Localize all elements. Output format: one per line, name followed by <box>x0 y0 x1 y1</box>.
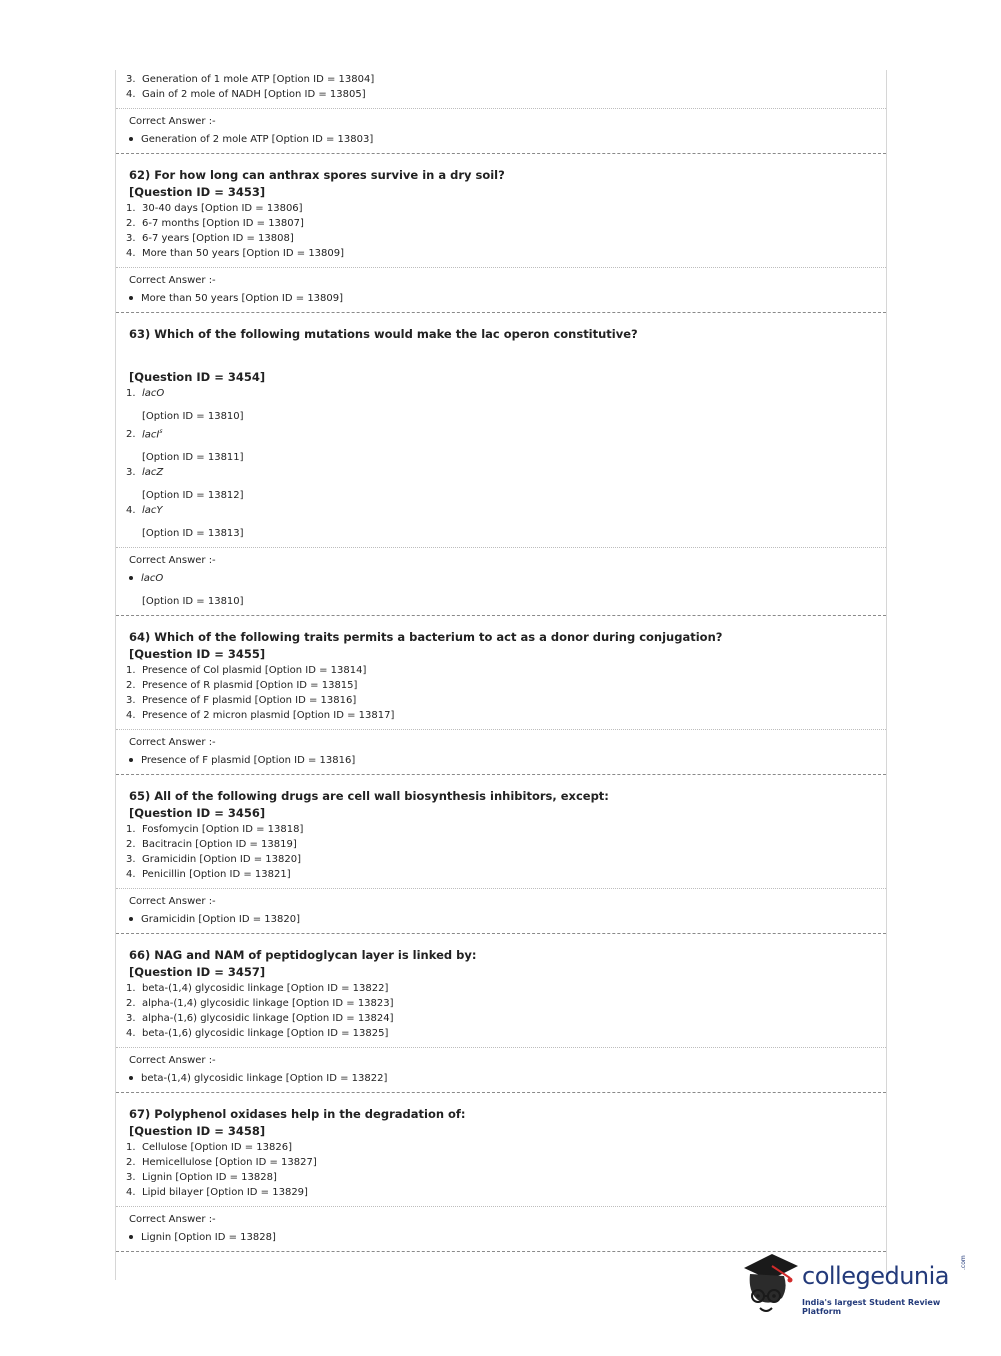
correct-answer: Presence of F plasmid [Option ID = 13816] <box>116 753 886 768</box>
logo-wordmark: collegedunia <box>802 1262 950 1290</box>
correct-answer: More than 50 years [Option ID = 13809] <box>116 291 886 306</box>
logo-tagline: India's largest Student Review Platform <box>802 1298 941 1316</box>
option-item: 1. Cellulose [Option ID = 13826] <box>126 1142 293 1154</box>
question-67 <box>116 1093 886 1252</box>
question-id: [Question ID = 3455] <box>129 647 266 662</box>
question-id: [Question ID = 3454] <box>129 370 266 384</box>
question-title: 63) Which of the following mutations would make the lac operon constitutive? <box>129 327 638 341</box>
option-item: 3. lacZ <box>126 467 164 479</box>
option-item: 4. Gain of 2 mole of NADH [Option ID = 13805] <box>126 89 366 100</box>
option-item: 3. Generation of 1 mole ATP [Option ID = 13804] <box>126 74 375 85</box>
question-64 <box>116 616 886 775</box>
question-id: [Question ID = 3458] <box>129 1124 266 1139</box>
option-item: 3. Presence of F plasmid [Option ID = 13816] <box>126 695 357 707</box>
option-item: 2. Hemicellulose [Option ID = 13827] <box>126 1157 317 1169</box>
question-id: [Question ID = 3453] <box>129 185 266 199</box>
logo-domain: .com <box>960 1255 967 1270</box>
option-item: 4. beta-(1,6) glycosidic linkage [Option ID = 13825] <box>126 1028 389 1040</box>
bullet-icon <box>129 137 133 141</box>
option-item: 1. Presence of Col plasmid [Option ID = 13814] <box>126 665 367 677</box>
correct-answer: lacO <box>116 571 886 586</box>
question-65 <box>116 775 886 934</box>
option-item: 1. lacO <box>126 388 165 399</box>
option-item: 2. Presence of R plasmid [Option ID = 13815] <box>126 680 358 692</box>
option-item: 4. Lipid bilayer [Option ID = 13829] <box>126 1187 308 1199</box>
correct-answer: beta-(1,4) glycosidic linkage [Option ID = 13822] <box>116 1071 886 1086</box>
option-item: 3. 6-7 years [Option ID = 13808] <box>126 233 294 244</box>
correct-answer-label: Correct Answer :- <box>129 275 216 286</box>
option-item: 3. Lignin [Option ID = 13828] <box>126 1172 277 1184</box>
option-id: [Option ID = 13812] <box>142 490 244 502</box>
question-id: [Question ID = 3457] <box>129 965 266 980</box>
question-id: [Question ID = 3456] <box>129 806 266 821</box>
correct-answer: Lignin [Option ID = 13828] <box>116 1230 886 1245</box>
option-item: 2. lacI$^s$ <box>126 428 163 441</box>
option-item: 4. lacY <box>126 505 163 517</box>
correct-answer-id: [Option ID = 13810] <box>142 596 244 608</box>
exam-page <box>115 70 887 1280</box>
bullet-icon <box>129 1076 133 1080</box>
collegedunia-logo[interactable] <box>738 1248 978 1320</box>
correct-answer: Generation of 2 mole ATP [Option ID = 13803] <box>116 132 886 147</box>
question-66 <box>116 934 886 1093</box>
correct-answer-label: Correct Answer :- <box>129 737 216 749</box>
question-62 <box>116 154 886 313</box>
option-id: [Option ID = 13813] <box>142 528 244 540</box>
question-title: 62) For how long can anthrax spores survive in a dry soil? <box>129 168 505 182</box>
correct-answer-label: Correct Answer :- <box>129 555 216 567</box>
option-item: 4. More than 50 years [Option ID = 13809] <box>126 248 345 259</box>
mascot-icon <box>738 1248 800 1320</box>
bullet-icon <box>129 576 133 580</box>
question-title: 65) All of the following drugs are cell wall biosynthesis inhibitors, except: <box>129 789 609 804</box>
option-item: 2. alpha-(1,4) glycosidic linkage [Option ID = 13823] <box>126 998 394 1010</box>
question-title: 67) Polyphenol oxidases help in the degradation of: <box>129 1107 466 1122</box>
correct-answer-label: Correct Answer :- <box>129 1214 216 1226</box>
option-item: 4. Penicillin [Option ID = 13821] <box>126 869 291 881</box>
option-id: [Option ID = 13810] <box>142 411 244 422</box>
bullet-icon <box>129 917 133 921</box>
option-id: [Option ID = 13811] <box>142 452 244 464</box>
bullet-icon <box>129 296 133 300</box>
option-item: 1. 30-40 days [Option ID = 13806] <box>126 203 303 214</box>
option-item: 3. alpha-(1,6) glycosidic linkage [Option ID = 13824] <box>126 1013 394 1025</box>
option-item: 1. beta-(1,4) glycosidic linkage [Option ID = 13822] <box>126 983 389 995</box>
bullet-icon <box>129 758 133 762</box>
option-item: 2. 6-7 months [Option ID = 13807] <box>126 218 304 229</box>
option-item: 2. Bacitracin [Option ID = 13819] <box>126 839 297 851</box>
correct-answer: Gramicidin [Option ID = 13820] <box>116 912 886 927</box>
question-title: 66) NAG and NAM of peptidoglycan layer is linked by: <box>129 948 477 963</box>
option-item: 3. Gramicidin [Option ID = 13820] <box>126 854 301 866</box>
question-title: 64) Which of the following traits permits a bacterium to act as a donor during conjugation? <box>129 630 723 645</box>
question-63 <box>116 313 886 616</box>
option-item: 1. Fosfomycin [Option ID = 13818] <box>126 824 304 836</box>
question-61-tail <box>116 70 886 154</box>
correct-answer-label: Correct Answer :- <box>129 116 216 127</box>
option-item: 4. Presence of 2 micron plasmid [Option ID = 13817] <box>126 710 395 722</box>
bullet-icon <box>129 1235 133 1239</box>
correct-answer-label: Correct Answer :- <box>129 896 216 908</box>
correct-answer-label: Correct Answer :- <box>129 1055 216 1067</box>
